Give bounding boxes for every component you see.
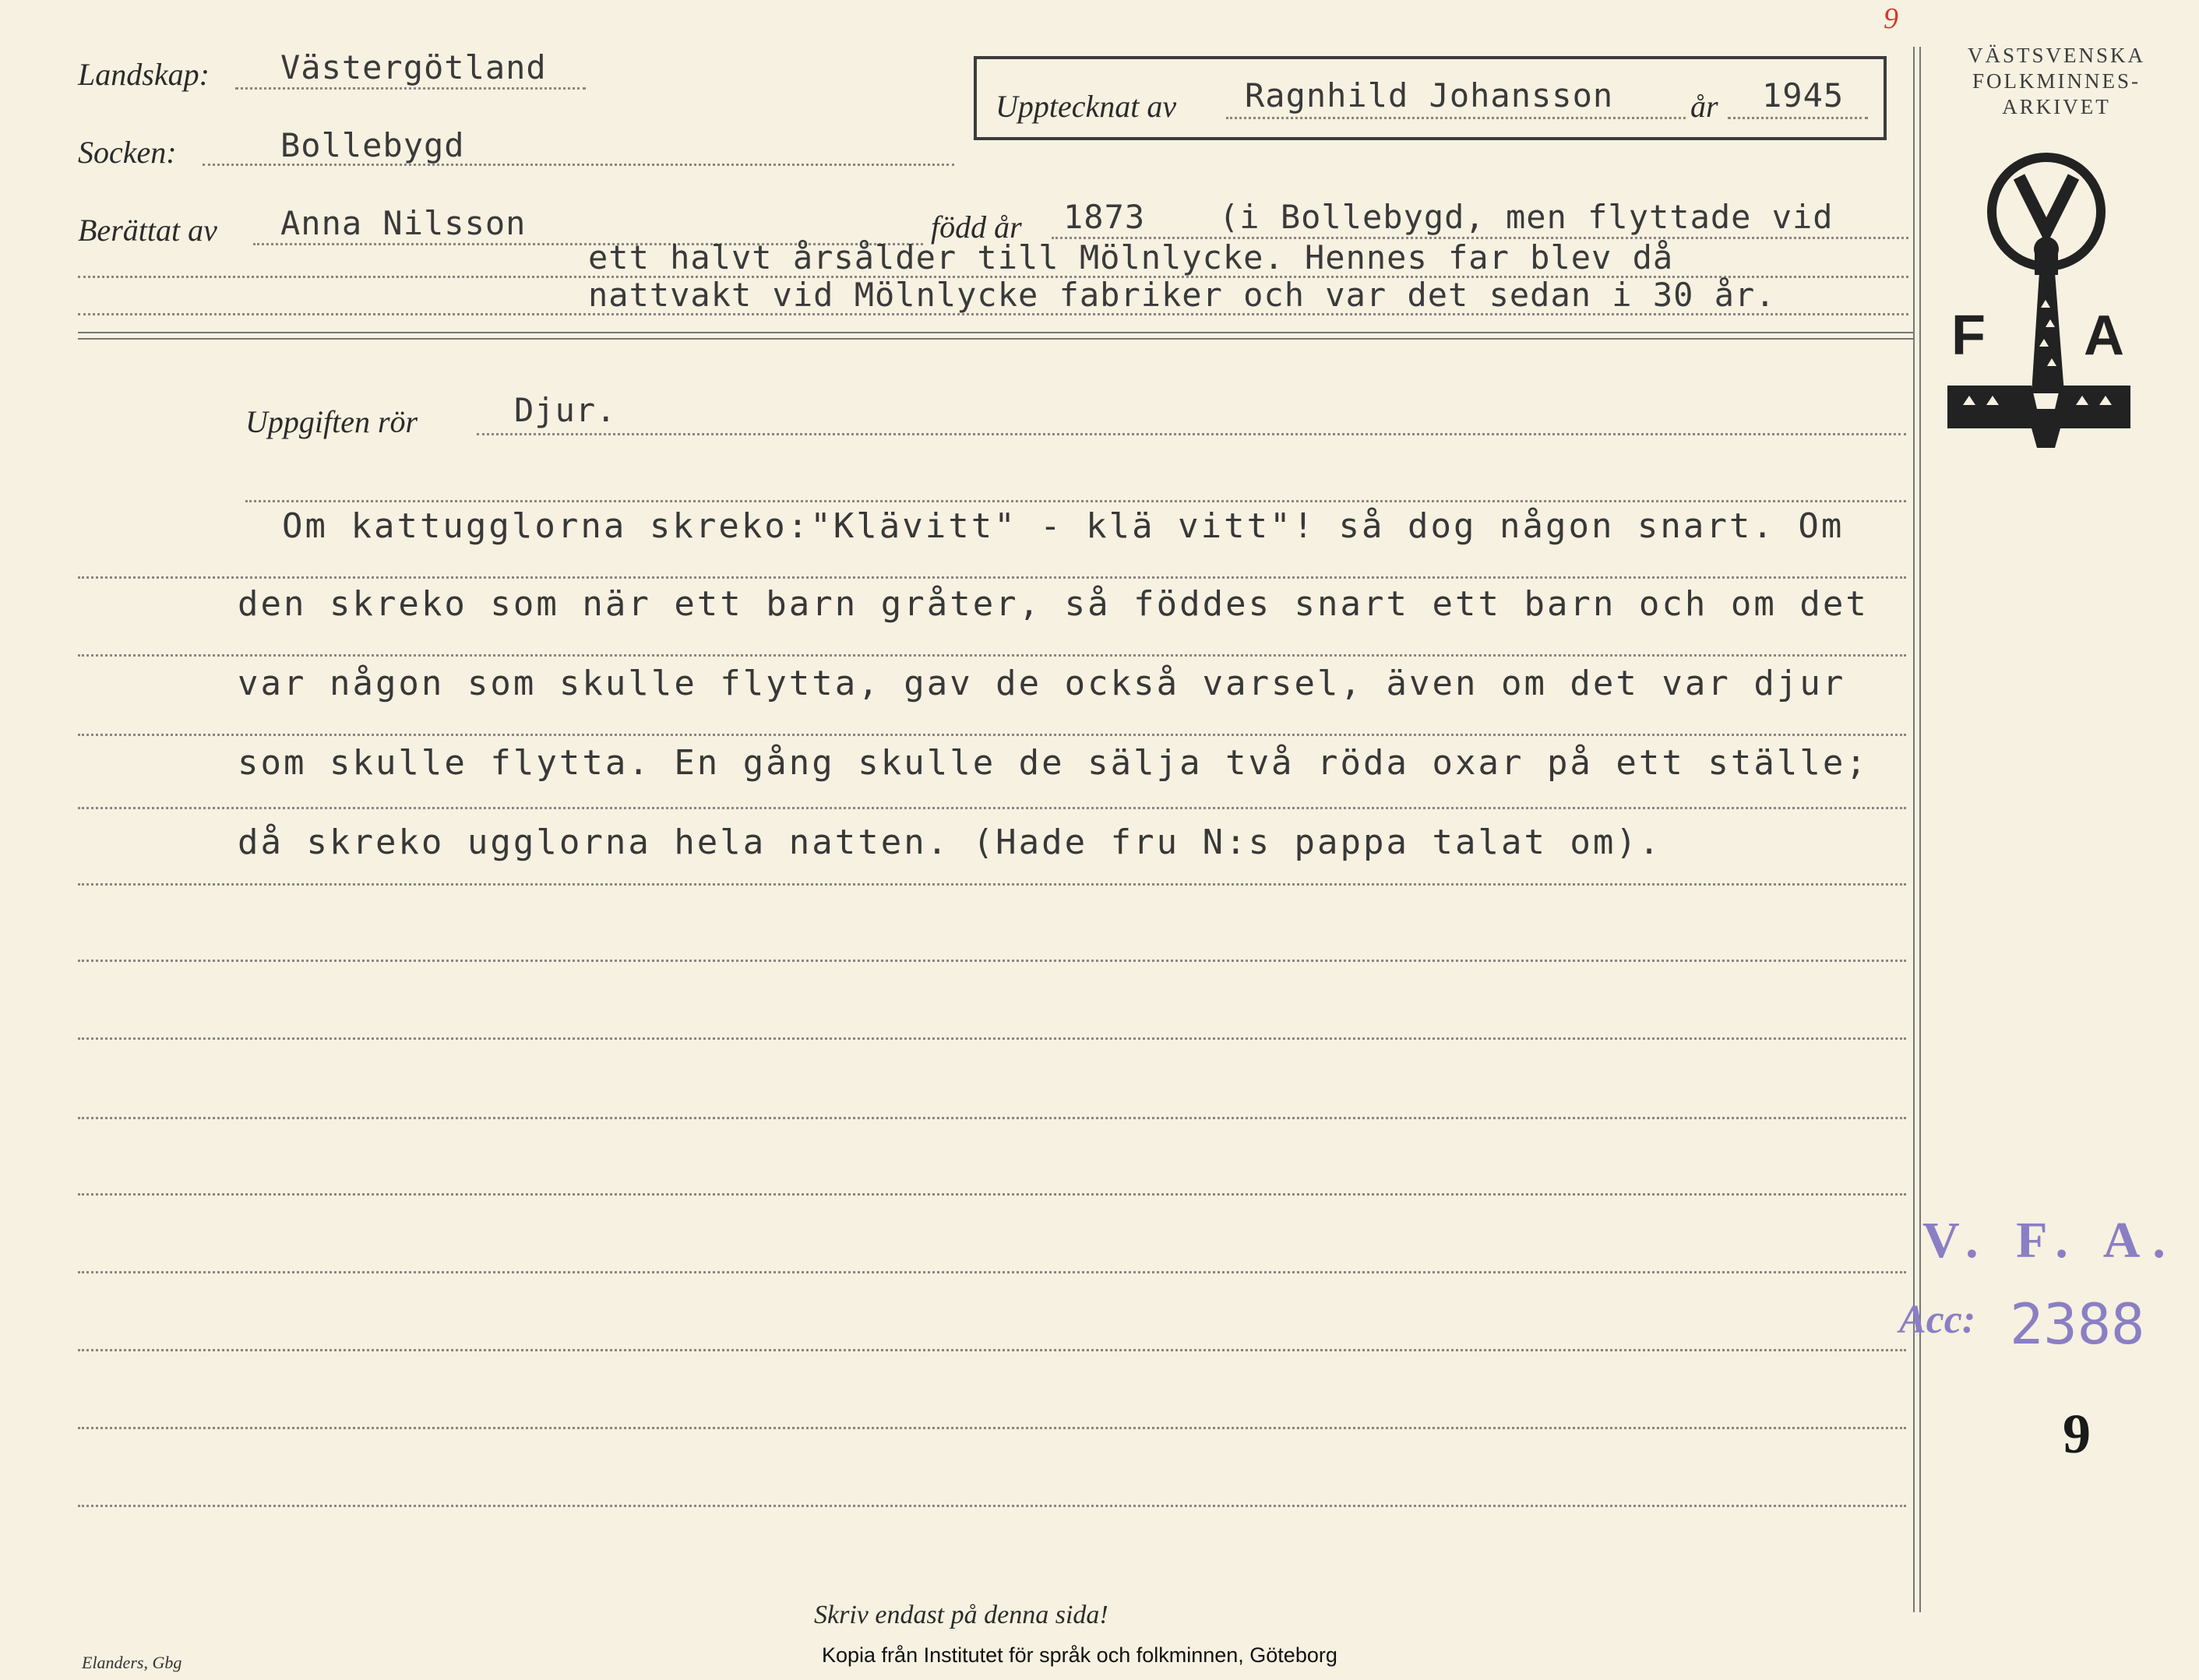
fodd-note-line3: nattvakt vid Mölnlycke fabriker och var det sedan i 30 år. <box>588 276 1776 314</box>
logo-letter-a: A <box>2084 305 2124 367</box>
archive-line1: VÄSTSVENSKA <box>1967 44 2146 67</box>
subject-line <box>477 433 1906 435</box>
berattat-label: Berättat av <box>78 213 217 248</box>
year-value: 1945 <box>1762 76 1845 114</box>
archive-line2: FOLKMINNES- <box>1972 69 2141 93</box>
page-mark: 9 <box>1884 2 1898 35</box>
stamp-vfa: V. F. A. <box>1922 1212 2178 1269</box>
recorder-label: Upptecknat av <box>996 89 1177 124</box>
ruled-line <box>78 654 1906 657</box>
header-rule-top <box>78 332 1915 333</box>
berattat-value: Anna Nilsson <box>280 204 527 242</box>
footer-instruction: Skriv endast på denna sida! <box>814 1601 1108 1629</box>
subject-label: Uppgiften rör <box>245 404 418 439</box>
body-line-4: som skulle flytta. En gång skulle de sälja två röda oxar på ett ställe; <box>238 743 1869 783</box>
ruled-line <box>78 576 1906 579</box>
margin-rule-right <box>1919 47 1921 1612</box>
recorder-line <box>1226 117 1686 119</box>
fodd-note-line1: (i Bollebygd, men flyttade vid <box>1219 198 1834 236</box>
body-line-3: var någon som skulle flytta, gav de också varsel, även om det var djur <box>238 664 1846 703</box>
ruled-line <box>78 1193 1906 1196</box>
recorder-value: Ragnhild Johansson <box>1245 76 1614 114</box>
fodd-label: född år <box>931 210 1022 245</box>
ruled-line <box>78 1505 1906 1507</box>
ruled-line <box>78 1271 1906 1273</box>
ruled-line <box>78 960 1906 962</box>
ruled-line <box>245 500 1906 502</box>
year-line <box>1728 117 1868 119</box>
stamp-acc-number: 2388 <box>2010 1291 2145 1357</box>
socken-label: Socken: <box>78 135 177 170</box>
landskap-label: Landskap: <box>78 57 210 92</box>
fodd-value: 1873 <box>1063 198 1146 236</box>
printer-mark: Elanders, Gbg <box>82 1653 182 1672</box>
body-line-1: Om kattugglorna skreko:"Klävitt" - klä vitt"! så dog någon snart. Om <box>282 506 1845 546</box>
subject-value: Djur. <box>514 391 617 429</box>
page-number: 9 <box>2063 1403 2091 1465</box>
margin-rule-left <box>1913 47 1915 1612</box>
archive-name <box>1924 43 2189 120</box>
header-rule-bottom <box>78 338 1915 340</box>
ruled-line <box>78 883 1906 886</box>
archive-logo-icon <box>1932 152 2166 463</box>
ruled-line <box>78 1427 1906 1429</box>
archive-line3: ARKIVET <box>2002 95 2111 118</box>
ruled-line <box>78 734 1906 736</box>
fodd-note-line2: ett halvt årsålder till Mölnlycke. Hennes far blev då <box>588 238 1674 276</box>
stamp-acc-label: Acc: <box>1899 1298 1976 1342</box>
body-line-2: den skreko som när ett barn gråter, så föddes snart ett barn och om det <box>238 584 1869 624</box>
ruled-line <box>78 1117 1906 1119</box>
logo-letter-f: F <box>1951 305 1986 367</box>
landskap-value: Västergötland <box>280 48 547 86</box>
ruled-line <box>78 1349 1906 1351</box>
landskap-line <box>235 87 586 90</box>
year-label: år <box>1690 89 1718 124</box>
ruled-line <box>78 1037 1906 1040</box>
body-line-5: då skreko ugglorna hela natten. (Hade fru N:s pappa talat om). <box>238 822 1662 862</box>
copy-note: Kopia från Institutet för språk och folkminnen, Göteborg <box>822 1643 1337 1667</box>
socken-value: Bollebygd <box>280 126 465 164</box>
ruled-line <box>78 807 1906 809</box>
